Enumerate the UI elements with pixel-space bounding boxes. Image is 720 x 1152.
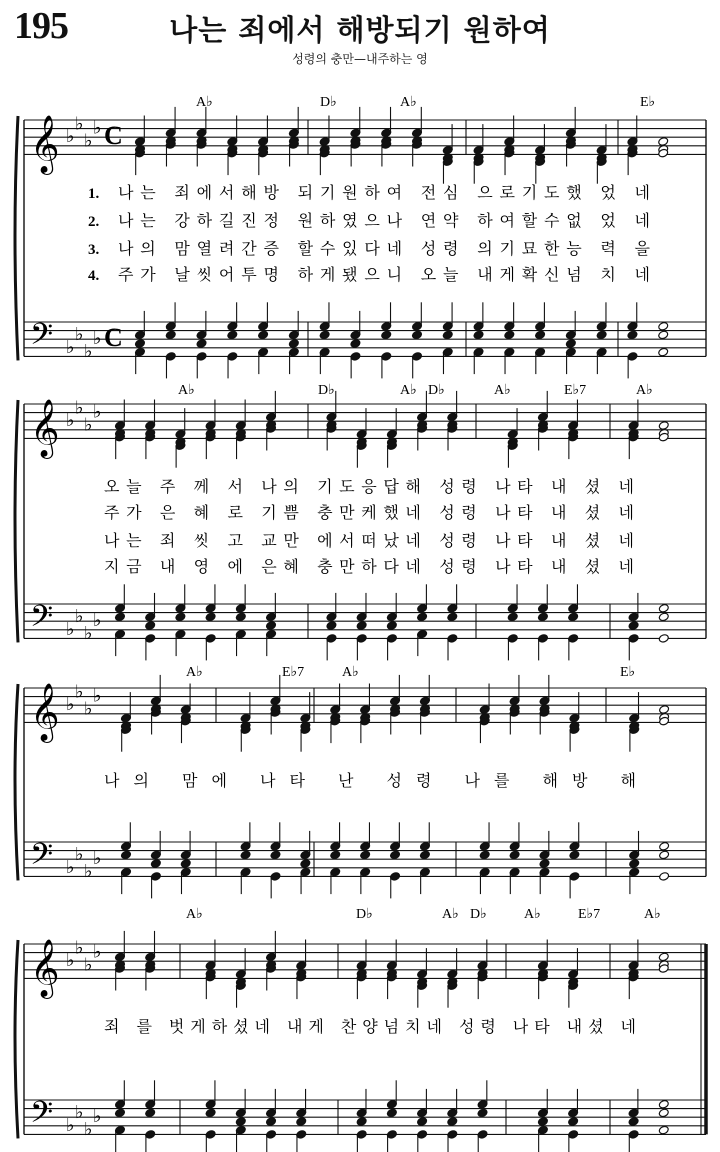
note-head [205, 612, 216, 622]
key-flat-icon: ♭ [66, 694, 75, 716]
common-time-icon: C [104, 323, 123, 353]
system2-chord: A♭ [636, 383, 653, 398]
system4-chord: A♭ [644, 907, 661, 922]
system-bracket [15, 400, 18, 642]
note-head [569, 850, 580, 860]
note-head [473, 330, 484, 340]
note-head [658, 603, 669, 613]
verse-number: 2. [88, 214, 100, 230]
key-flat-icon: ♭ [93, 328, 102, 350]
lyric-line: 오늘 주 께 서 나의 기도응답해 성령 나타 내 셨 네 [104, 477, 634, 496]
note-head [350, 339, 361, 349]
system3-chord: A♭ [342, 665, 359, 680]
system1-chord: A♭ [400, 95, 417, 110]
note-head [300, 859, 311, 869]
system2-chord: D♭ [318, 383, 335, 398]
key-flat-icon: ♭ [66, 410, 75, 432]
note-head [266, 1117, 277, 1127]
note-head [659, 841, 670, 851]
key-flat-icon: ♭ [66, 126, 75, 148]
note-head [145, 1108, 156, 1118]
note-head [659, 872, 670, 882]
key-flat-icon: ♭ [84, 130, 93, 152]
note-head [447, 1117, 458, 1127]
verse-number: 1. [88, 186, 100, 202]
note-head [235, 1117, 246, 1127]
system4-chord: E♭7 [578, 907, 601, 922]
note-head [240, 850, 251, 860]
note-head [568, 612, 579, 622]
key-flat-icon: ♭ [93, 1106, 102, 1128]
note-head [360, 850, 371, 860]
note-head [227, 330, 238, 340]
lyric-line: 죄 를 벗게하셨네 내게 찬양넘치네 성령 나타 내셨 네 [104, 1017, 636, 1036]
lyric-line: 주가 은 혜 로 기쁨 충만케했네 성령 나타 내 셨 네 [104, 503, 634, 522]
key-flat-icon: ♭ [93, 848, 102, 870]
music-system [15, 383, 706, 660]
note-head [479, 850, 490, 860]
bass-clef-icon: 𝄢 [30, 1095, 54, 1137]
key-flat-icon: ♭ [84, 954, 93, 976]
key-flat-icon: ♭ [66, 618, 75, 640]
system2-chord: E♭7 [564, 383, 587, 398]
key-flat-icon: ♭ [93, 117, 102, 139]
music-system [15, 665, 706, 898]
key-flat-icon: ♭ [75, 681, 84, 703]
system3-chord: A♭ [186, 665, 203, 680]
note-head [509, 850, 520, 860]
system2-chord: A♭ [400, 383, 417, 398]
lyric-line: 나는 강하길진정 원하였으나 연약 하여할수없 었 네 [118, 211, 650, 230]
note-head [319, 330, 330, 340]
key-flat-icon: ♭ [66, 856, 75, 878]
key-flat-icon: ♭ [84, 414, 93, 436]
key-flat-icon: ♭ [75, 605, 84, 627]
lyric-line: 나는 죄 씻 고 교만 에서떠났네 성령 나타 내 셨 네 [104, 531, 634, 550]
note-head [658, 421, 669, 431]
bass-clef-icon: 𝄢 [30, 599, 54, 641]
note-head [165, 330, 176, 340]
note-head [442, 330, 453, 340]
note-head [535, 330, 546, 340]
note-head [629, 859, 640, 869]
note-head [114, 1108, 125, 1118]
note-head [658, 1099, 669, 1109]
note-head [447, 612, 458, 622]
note-head [134, 339, 145, 349]
note-head [145, 621, 156, 631]
system4-chord: A♭ [524, 907, 541, 922]
note-head [326, 621, 337, 631]
note-head [658, 321, 669, 331]
treble-clef-icon: 𝄞 [30, 398, 60, 457]
music-system [15, 95, 706, 378]
note-head [659, 850, 670, 860]
key-flat-icon: ♭ [75, 843, 84, 865]
note-head [658, 330, 669, 340]
hymn-title: 나는 죄에서 해방되기 원하여 [169, 13, 551, 47]
note-head [659, 705, 670, 715]
note-head [504, 330, 515, 340]
note-head [658, 952, 669, 962]
key-flat-icon: ♭ [75, 113, 84, 135]
note-head [417, 612, 428, 622]
verse-number: 4. [88, 268, 100, 284]
lyric-line: 나의 맘열려간증 할수있다네 성령 의기묘한능 력 을 [118, 239, 650, 258]
key-flat-icon: ♭ [75, 1101, 84, 1123]
note-head [658, 1125, 669, 1135]
note-head [386, 621, 397, 631]
note-head [205, 1108, 216, 1118]
note-head [288, 339, 299, 349]
system-bracket [15, 684, 18, 880]
system3-chord: E♭ [620, 665, 636, 680]
key-flat-icon: ♭ [84, 341, 93, 363]
note-head [296, 1117, 307, 1127]
system2-chord: D♭ [428, 383, 445, 398]
note-head [658, 137, 669, 147]
lyric-line: 나는 죄에서해방 되기원하여 전심 으로기도했 었 네 [118, 183, 650, 202]
hymn-number: 195 [14, 5, 68, 47]
system2-chord: A♭ [494, 383, 511, 398]
bass-staff [24, 1100, 706, 1134]
lyric-line: 주가 날씻어투명 하게됐으니 오늘 내게확신넘 치 네 [118, 265, 650, 284]
note-head [270, 850, 281, 860]
key-flat-icon: ♭ [84, 698, 93, 720]
note-head [628, 621, 639, 631]
note-head [658, 612, 669, 622]
lyric-line: 지금 내 영 에 은혜 충만하다네 성령 나타 내 셨 네 [104, 557, 634, 576]
treble-clef-icon: 𝄞 [30, 682, 60, 741]
note-head [565, 339, 576, 349]
note-head [150, 859, 161, 869]
common-time-icon: C [104, 121, 123, 151]
note-head [390, 850, 401, 860]
note-head [180, 859, 191, 869]
system-bracket [15, 116, 18, 360]
note-head [381, 330, 392, 340]
note-head [417, 1117, 428, 1127]
bass-clef-icon: 𝄢 [30, 317, 54, 359]
note-head [628, 1117, 639, 1127]
key-flat-icon: ♭ [93, 610, 102, 632]
hymn-subtitle: 성령의 충만—내주하는 영 [292, 52, 428, 66]
system4-chord: D♭ [356, 907, 373, 922]
key-flat-icon: ♭ [75, 397, 84, 419]
system4-chord: D♭ [470, 907, 487, 922]
note-head [258, 330, 269, 340]
note-head [537, 1117, 548, 1127]
note-head [330, 850, 341, 860]
key-flat-icon: ♭ [84, 861, 93, 883]
key-flat-icon: ♭ [75, 323, 84, 345]
system3-chord: E♭7 [282, 665, 305, 680]
key-flat-icon: ♭ [93, 941, 102, 963]
system1-chord: A♭ [196, 95, 213, 110]
key-flat-icon: ♭ [93, 685, 102, 707]
note-head [568, 1117, 579, 1127]
key-flat-icon: ♭ [66, 950, 75, 972]
note-head [235, 612, 246, 622]
system2-chord: A♭ [178, 383, 195, 398]
note-head [175, 612, 186, 622]
note-head [537, 612, 548, 622]
system-bracket [15, 940, 18, 1138]
note-head [419, 850, 430, 860]
note-head [539, 859, 550, 869]
note-head [196, 339, 207, 349]
note-head [356, 621, 367, 631]
note-head [507, 612, 518, 622]
note-head [658, 634, 669, 644]
note-head [356, 1117, 367, 1127]
system1-chord: D♭ [320, 95, 337, 110]
key-flat-icon: ♭ [66, 336, 75, 358]
system1-chord: E♭ [640, 95, 656, 110]
bass-clef-icon: 𝄢 [30, 837, 54, 879]
key-flat-icon: ♭ [66, 1114, 75, 1136]
treble-clef-icon: 𝄞 [30, 114, 60, 173]
note-head [120, 850, 131, 860]
note-head [658, 1108, 669, 1118]
note-head [266, 621, 277, 631]
key-flat-icon: ♭ [84, 623, 93, 645]
key-flat-icon: ♭ [75, 937, 84, 959]
note-head [596, 330, 607, 340]
music-system [15, 907, 706, 1152]
note-head [658, 347, 669, 357]
note-head [386, 1108, 397, 1118]
key-flat-icon: ♭ [93, 401, 102, 423]
verse-number: 3. [88, 242, 100, 258]
key-flat-icon: ♭ [84, 1119, 93, 1141]
note-head [114, 612, 125, 622]
note-head [411, 330, 422, 340]
system4-chord: A♭ [442, 907, 459, 922]
system4-chord: A♭ [186, 907, 203, 922]
note-head [627, 330, 638, 340]
note-head [477, 1108, 488, 1118]
treble-clef-icon: 𝄞 [30, 938, 60, 997]
lyric-line: 나의 맘에 나타 난 성령 나를 해방 해 [104, 771, 636, 790]
bass-staff [24, 604, 706, 638]
